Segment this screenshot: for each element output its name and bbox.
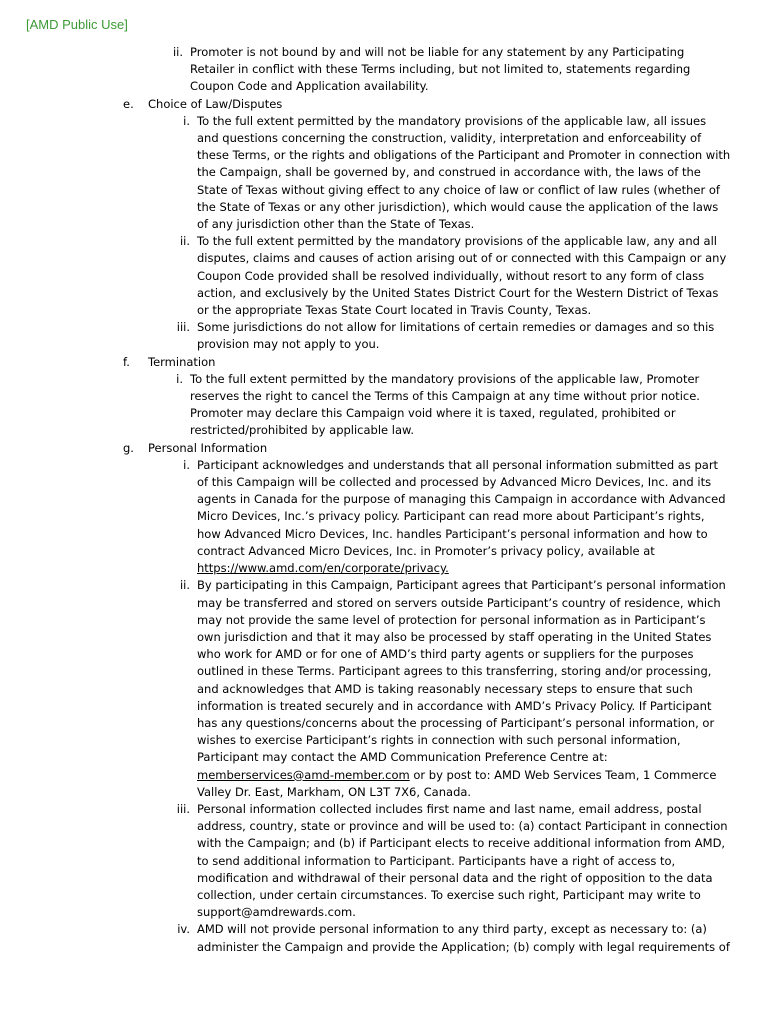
item-text: Personal information collected includes first name and last name, email address, postal address, country, state or province and will be used to: (a) contact Participant in connection with the Campaign; and (b) if Participant elects to receive additional information from AMD, to send additional information to Participant. Participants have a right of access to, modification and withdrawal of their personal data and the right of opposition to the data collection, under certain circumstances. To exercise such right, Participant may write to support@amdrewards.com. [197,801,728,920]
list-item [0,921,780,955]
item-marker: ii. [179,578,190,593]
item-text: Some jurisdictions do not allow for limitations of certain remedies or damages and so this provision may not apply to you. [197,320,715,352]
section-title: Personal Information [148,440,268,455]
section-title: Choice of Law/Disputes [148,96,283,111]
terms-body [0,44,780,956]
list-item [0,457,780,577]
section-marker: g. [123,440,134,455]
item-marker: i. [183,113,190,128]
item-text: AMD will not provide personal information to any third party, except as necessary to: (a) administer the Campaign and provide the Application; (b) comply with legal requirements of [197,922,730,954]
item-marker: i. [176,371,183,386]
privacy-policy-link[interactable]: https://www.amd.com/en/corporate/privacy. [197,561,449,576]
list-item [0,371,780,440]
item-marker: ii. [172,45,183,59]
list-item [0,577,780,801]
list-item [0,319,780,353]
item-text: To the full extent permitted by the mandatory provisions of the applicable law, any and all disputes, claims and causes of action arising out of or connected with this Campaign or any Coupon Code provided shall be resolved individually, without resort to any form of class action, and exclusively by the United States District Court for the Western District of Texas or the appropriate Texas State Court located in Travis County, Texas. [197,234,727,318]
section-marker: f. [123,354,130,369]
list-item [0,801,780,921]
classification-tag: [AMD Public Use] [26,17,128,32]
item-marker: i. [183,457,190,472]
list-item [0,44,780,96]
item-text: To the full extent permitted by the mandatory provisions of the applicable law, Promoter reserves the right to cancel the Terms of this Campaign at any time without prior notice. Promoter may declare this Campaign void where it is taxed, regulated, prohibited or restricted/prohibited by applicable law. [190,371,700,438]
item-marker: iv. [177,922,190,937]
list-item [0,233,780,319]
item-text: or by post to: AMD Web Services Team, 1 Commerce Valley Dr. East, Markham, ON L3T 7X6, Canada. [197,767,717,799]
item-marker: iii. [176,320,190,335]
item-text: By participating in this Campaign, Participant agrees that Participant’s personal information may be transferred and stored on servers outside Participant’s country of residence, which may not provide the same level of protection for personal information as in Participant’s own jurisdiction and that it may also be processed by staff operating in the United States who work for AMD or for one of AMD’s third party agents or suppliers for the purposes outlined in these Terms. Participant agrees to this transferring, storing and/or processing, and acknowledges that AMD is taking reasonably necessary steps to ensure that such information is treated securely and in accordance with AMD’s Privacy Policy. If Participant has any questions/concerns about the processing of Participant’s personal information, or wishes to exercise Participant’s rights in connection with such personal information, Participant may contact the AMD Communication Preference Centre at: [197,578,726,765]
section-heading [0,440,780,457]
item-marker: ii. [179,234,190,249]
member-services-email-link[interactable]: memberservices@amd-member.com [197,767,410,782]
section-title: Termination [148,354,216,369]
section-marker: e. [123,96,134,111]
section-heading [0,354,780,371]
item-text: Participant acknowledges and understands that all personal information submitted as part of this Campaign will be collected and processed by Advanced Micro Devices, Inc. and its agents in Canada for the purpose of managing this Campaign in accordance with Advanced Micro Devices, Inc.’s privacy policy. Participant can read more about Participant’s rights, how Advanced Micro Devices, Inc. handles Participant’s personal information and how to contract Advanced Micro Devices, Inc. in Promoter’s privacy policy, available at [197,457,726,558]
list-item [0,113,780,233]
item-text: To the full extent permitted by the mandatory provisions of the applicable law, all issues and questions concerning the construction, validity, interpretation and enforceability of these Terms, or the rights and obligations of the Participant and Promoter in connection with the Campaign, shall be governed by, and construed in accordance with, the laws of the State of Texas without giving effect to any choice of law or conflict of law rules (whether of the State of Texas or any other jurisdiction), which would cause the application of the laws of any jurisdiction other than the State of Texas. [197,113,731,232]
item-text: Promoter is not bound by and will not be liable for any statement by any Participating Retailer in conflict with these Terms including, but not limited to, statements regarding Coupon Code and Application availability. [190,45,691,94]
item-marker: iii. [176,801,190,816]
section-heading [0,96,780,113]
